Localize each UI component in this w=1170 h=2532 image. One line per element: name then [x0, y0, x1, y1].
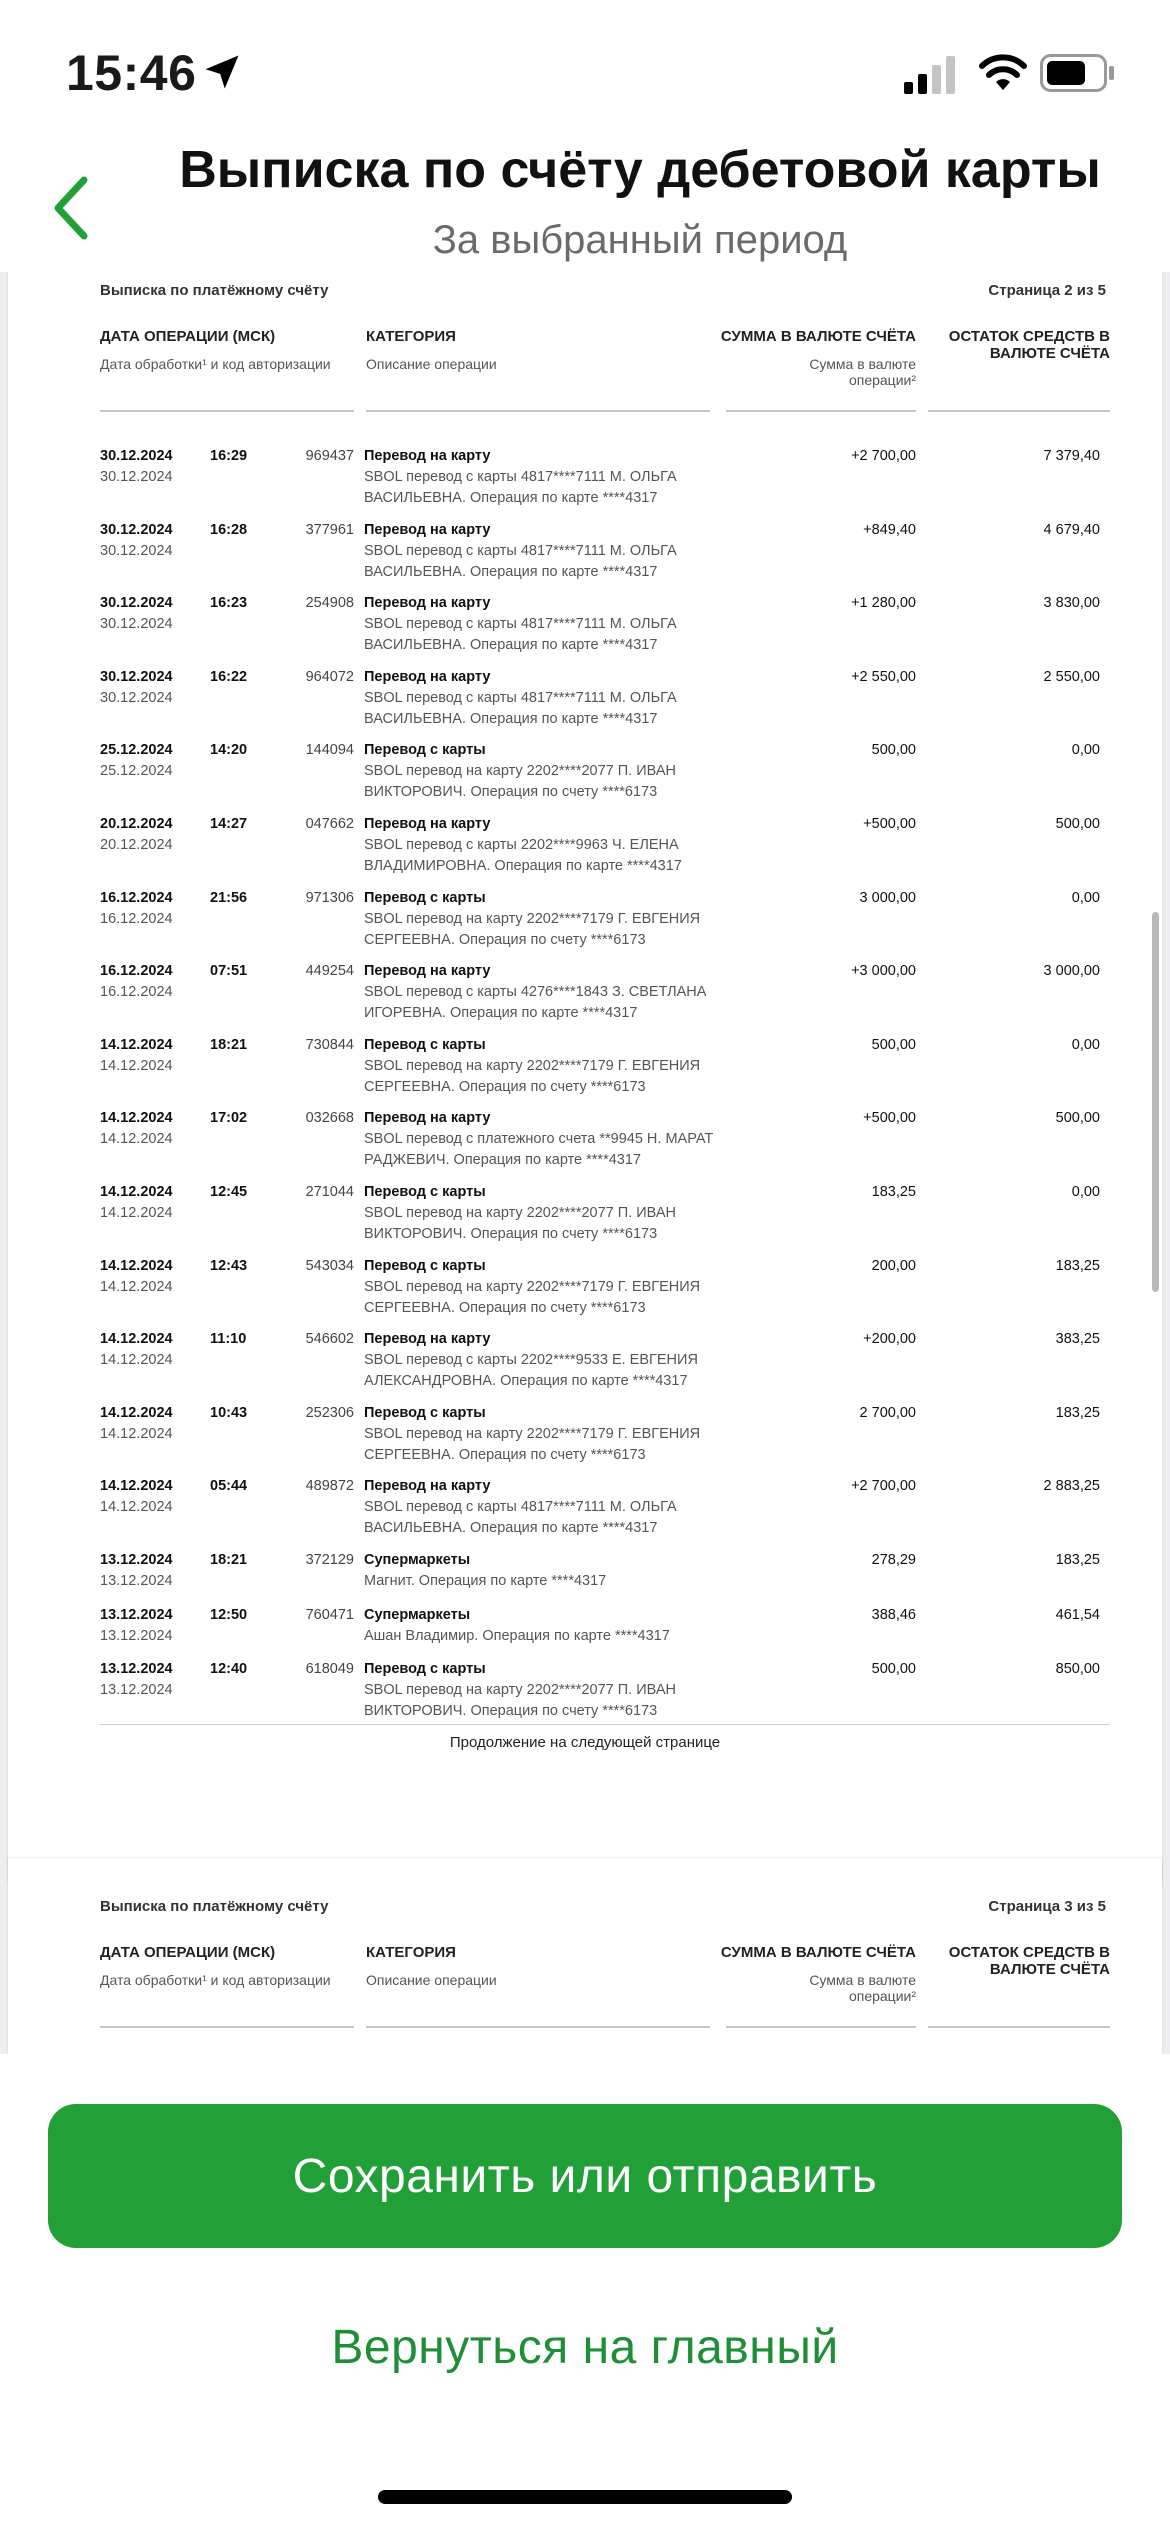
statement-page — [8, 1858, 1162, 2054]
row-auth-code: 971306 — [305, 889, 354, 906]
row-balance: 0,00 — [1071, 742, 1100, 759]
wifi-icon — [978, 52, 1028, 92]
row-balance: 0,00 — [1071, 1184, 1100, 1200]
row-date: 30.12.2024 — [100, 595, 173, 612]
column-header-date: ДАТА ОПЕРАЦИИ (МСК) — [100, 328, 276, 345]
row-processing-date: 13.12.2024 — [100, 1627, 173, 1644]
column-divider — [366, 2026, 710, 2028]
column-header-date: ДАТА ОПЕРАЦИИ (МСК) — [100, 1944, 276, 1961]
row-description: SBOL перевод с карты 4817****7111 М. ОЛЬГА ВАСИЛЬЕВНА. Операция по карте ****4317 — [364, 542, 677, 580]
row-auth-code: 760471 — [305, 1606, 354, 1623]
back-to-home-link[interactable]: Вернуться на главный — [331, 2321, 839, 2374]
row-balance: 7 379,40 — [1043, 448, 1100, 464]
column-divider — [928, 410, 1110, 412]
row-description: Ашан Владимир. Операция по карте ****4317 — [364, 1627, 670, 1644]
row-category: Супермаркеты — [364, 1552, 471, 1568]
row-processing-date: 14.12.2024 — [100, 1131, 173, 1148]
row-processing-date: 16.12.2024 — [100, 910, 173, 927]
row-date: 30.12.2024 — [100, 448, 173, 464]
row-auth-code: 618049 — [305, 1661, 354, 1677]
row-time: 14:20 — [210, 742, 248, 759]
row-amount: 3 000,00 — [859, 889, 916, 906]
row-amount: 500,00 — [871, 1661, 916, 1677]
row-description: SBOL перевод с карты 4817****7111 М. ОЛЬГА ВАСИЛЬЕВНА. Операция по карте ****4317 — [364, 616, 677, 654]
page-subtitle: За выбранный период — [432, 218, 848, 262]
row-auth-code: 730844 — [305, 1036, 354, 1053]
column-header-category: КАТЕГОРИЯ — [366, 1944, 456, 1961]
row-processing-date: 30.12.2024 — [100, 469, 173, 485]
row-processing-date: 14.12.2024 — [100, 1425, 173, 1442]
column-subheader-category: Описание операции — [366, 356, 497, 372]
row-amount: +1 280,00 — [851, 595, 916, 612]
page-header-left: Выписка по платёжному счёту — [100, 282, 329, 299]
row-description: SBOL перевод на карту 2202****7179 Г. ЕВГЕНИЯ СЕРГЕЕВНА. Операция по счету ****6173 — [364, 910, 701, 948]
row-time: 10:43 — [210, 1404, 248, 1421]
row-description: SBOL перевод с карты 4817****7111 М. ОЛЬГА ВАСИЛЬЕВНА. Операция по карте ****4317 — [364, 1499, 677, 1537]
row-amount: 500,00 — [871, 1036, 916, 1053]
row-balance: 183,25 — [1055, 1257, 1100, 1274]
column-header-sum: СУММА В ВАЛЮТЕ СЧЁТА — [720, 328, 916, 345]
row-description: SBOL перевод с карты 2202****9533 Е. ЕВГЕНИЯ АЛЕКСАНДРОВНА. Операция по карте ****4317 — [364, 1352, 698, 1390]
row-description: SBOL перевод на карту 2202****2077 П. ИВАН ВИКТОРОВИЧ. Операция по счету ****6173 — [364, 763, 676, 801]
row-category: Перевод с карты — [364, 889, 486, 906]
row-date: 14.12.2024 — [100, 1257, 173, 1274]
row-category: Перевод с карты — [364, 1404, 486, 1421]
row-processing-date: 16.12.2024 — [100, 984, 173, 1001]
row-processing-date: 20.12.2024 — [100, 837, 173, 853]
row-processing-date: 30.12.2024 — [100, 689, 173, 706]
row-balance: 850,00 — [1055, 1661, 1100, 1677]
column-subheader-category: Описание операции — [366, 1972, 497, 1988]
row-auth-code: 252306 — [305, 1404, 354, 1421]
row-auth-code: 546602 — [305, 1331, 354, 1348]
row-date: 13.12.2024 — [100, 1661, 173, 1677]
statement-document-viewer[interactable] — [0, 272, 1170, 2054]
row-amount: 500,00 — [871, 742, 916, 759]
row-amount: +849,40 — [863, 521, 916, 538]
row-auth-code: 271044 — [305, 1184, 354, 1200]
row-time: 16:23 — [210, 595, 248, 612]
row-processing-date: 25.12.2024 — [100, 763, 173, 780]
row-date: 14.12.2024 — [100, 1478, 173, 1495]
row-category: Перевод на карту — [364, 1331, 491, 1348]
row-amount: +2 700,00 — [851, 448, 916, 464]
row-description: SBOL перевод на карту 2202****2077 П. ИВАН ВИКТОРОВИЧ. Операция по счету ****6173 — [364, 1682, 676, 1719]
row-amount: 388,46 — [871, 1606, 916, 1623]
row-category: Перевод на карту — [364, 521, 491, 538]
row-time: 17:02 — [210, 1110, 248, 1127]
row-amount: 2 700,00 — [859, 1404, 916, 1421]
column-header-category: КАТЕГОРИЯ — [366, 328, 456, 345]
row-category: Перевод с карты — [364, 1036, 486, 1053]
row-amount: 200,00 — [871, 1257, 916, 1274]
row-amount: +500,00 — [863, 816, 916, 832]
row-time: 18:21 — [210, 1552, 248, 1568]
column-subheader-sum: Сумма в валюте операции² — [809, 1972, 916, 2004]
row-balance: 383,25 — [1055, 1331, 1100, 1348]
row-auth-code: 047662 — [305, 816, 354, 832]
row-date: 14.12.2024 — [100, 1184, 173, 1200]
row-category: Перевод на карту — [364, 668, 491, 685]
row-time: 12:50 — [210, 1606, 248, 1623]
row-category: Перевод на карту — [364, 448, 491, 464]
continued-note: Продолжение на следующей странице — [449, 1734, 721, 1751]
page-number: Страница 2 из 5 — [988, 282, 1106, 299]
row-auth-code: 372129 — [305, 1552, 354, 1568]
page-header-left: Выписка по платёжному счёту — [100, 1898, 329, 1915]
row-auth-code: 144094 — [305, 742, 354, 759]
row-date: 30.12.2024 — [100, 521, 173, 538]
row-auth-code: 032668 — [305, 1110, 354, 1127]
table-bottom-rule — [100, 1724, 1110, 1725]
scrollbar[interactable] — [1152, 912, 1159, 1292]
column-divider — [100, 2026, 354, 2028]
row-processing-date: 14.12.2024 — [100, 1352, 173, 1369]
row-category: Перевод на карту — [364, 1110, 491, 1127]
row-balance: 2 550,00 — [1043, 668, 1100, 685]
row-time: 18:21 — [210, 1036, 248, 1053]
column-divider — [100, 410, 354, 412]
back-chevron-icon[interactable] — [48, 172, 96, 244]
row-description: SBOL перевод с карты 4276****1843 З. СВЕТЛАНА ИГОРЕВНА. Операция по карте ****4317 — [364, 984, 707, 1022]
row-time: 11:10 — [210, 1331, 247, 1348]
row-time: 14:27 — [210, 816, 248, 832]
row-category: Перевод на карту — [364, 1478, 491, 1495]
column-divider — [726, 410, 916, 412]
row-amount: +2 700,00 — [851, 1478, 916, 1495]
row-date: 25.12.2024 — [100, 742, 173, 759]
row-category: Перевод на карту — [364, 816, 491, 832]
row-balance: 461,54 — [1055, 1606, 1100, 1623]
row-time: 21:56 — [210, 889, 248, 906]
row-amount: +3 000,00 — [851, 963, 916, 980]
row-auth-code: 489872 — [305, 1478, 354, 1495]
row-category: Перевод на карту — [364, 963, 491, 980]
row-date: 14.12.2024 — [100, 1331, 173, 1348]
row-date: 14.12.2024 — [100, 1404, 173, 1421]
row-category: Перевод на карту — [364, 595, 491, 612]
row-time: 16:29 — [210, 448, 248, 464]
row-description: SBOL перевод с карты 4817****7111 М. ОЛЬГА ВАСИЛЬЕВНА. Операция по карте ****4317 — [364, 689, 677, 727]
row-description: SBOL перевод на карту 2202****7179 Г. ЕВГЕНИЯ СЕРГЕЕВНА. Операция по счету ****6173 — [364, 1057, 701, 1095]
row-auth-code: 543034 — [305, 1257, 354, 1274]
column-subheader-date: Дата обработки¹ и код авторизации — [100, 1972, 331, 1988]
row-processing-date: 14.12.2024 — [100, 1499, 173, 1516]
column-divider — [366, 410, 710, 412]
row-auth-code: 254908 — [305, 595, 354, 612]
location-arrow-icon — [200, 50, 244, 94]
row-balance: 500,00 — [1055, 1110, 1100, 1127]
row-amount: +2 550,00 — [851, 668, 916, 685]
row-description: SBOL перевод на карту 2202****2077 П. ИВАН ВИКТОРОВИЧ. Операция по счету ****6173 — [364, 1205, 676, 1242]
row-processing-date: 13.12.2024 — [100, 1573, 173, 1589]
row-amount: +200,00 — [863, 1331, 916, 1348]
page-number: Страница 3 из 5 — [988, 1898, 1106, 1915]
row-category: Перевод с карты — [364, 1257, 486, 1274]
row-time: 07:51 — [210, 963, 248, 980]
row-description: Магнит. Операция по карте ****4317 — [364, 1573, 607, 1589]
row-date: 30.12.2024 — [100, 668, 173, 685]
row-balance: 183,25 — [1055, 1404, 1100, 1421]
row-date: 13.12.2024 — [100, 1606, 173, 1623]
row-category: Перевод с карты — [364, 742, 486, 759]
home-indicator[interactable] — [378, 2490, 792, 2504]
column-subheader-sum: Сумма в валюте операции² — [809, 356, 916, 388]
row-auth-code: 969437 — [305, 448, 354, 464]
row-category: Перевод с карты — [364, 1661, 486, 1677]
row-balance: 3 830,00 — [1043, 595, 1100, 612]
row-processing-date: 14.12.2024 — [100, 1205, 173, 1221]
row-processing-date: 30.12.2024 — [100, 542, 173, 559]
row-time: 12:43 — [210, 1257, 248, 1274]
row-description: SBOL перевод с платежного счета **9945 Н. МАРАТ РАДЖЕВИЧ. Операция по карте ****4317 — [364, 1131, 714, 1169]
row-date: 20.12.2024 — [100, 816, 173, 832]
row-description: SBOL перевод на карту 2202****7179 Г. ЕВГЕНИЯ СЕРГЕЕВНА. Операция по счету ****6173 — [364, 1278, 701, 1316]
row-auth-code: 449254 — [305, 963, 354, 980]
row-processing-date: 13.12.2024 — [100, 1682, 173, 1698]
cellular-signal-icon — [902, 56, 958, 94]
row-description: SBOL перевод с карты 4817****7111 М. ОЛЬГА ВАСИЛЬЕВНА. Операция по карте ****4317 — [364, 469, 677, 506]
row-processing-date: 30.12.2024 — [100, 616, 173, 633]
row-date: 14.12.2024 — [100, 1110, 173, 1127]
row-amount: +500,00 — [863, 1110, 916, 1127]
battery-icon — [1040, 54, 1116, 92]
row-time: 12:45 — [210, 1184, 248, 1200]
row-description: SBOL перевод с карты 2202****9963 Ч. ЕЛЕНА ВЛАДИМИРОВНА. Операция по карте ****4317 — [364, 837, 682, 874]
column-subheader-date: Дата обработки¹ и код авторизации — [100, 356, 331, 372]
row-time: 16:28 — [210, 521, 248, 538]
page-title: Выписка по счёту дебетовой карты — [179, 141, 1101, 199]
row-auth-code: 964072 — [305, 668, 354, 685]
row-time: 16:22 — [210, 668, 248, 685]
row-balance: 500,00 — [1055, 816, 1100, 832]
column-header-balance: ОСТАТОК СРЕДСТВ В ВАЛЮТЕ СЧЁТА — [948, 328, 1110, 362]
row-date: 16.12.2024 — [100, 963, 173, 980]
row-description: SBOL перевод на карту 2202****7179 Г. ЕВГЕНИЯ СЕРГЕЕВНА. Операция по счету ****6173 — [364, 1425, 701, 1463]
row-processing-date: 14.12.2024 — [100, 1057, 173, 1074]
column-divider — [928, 2026, 1110, 2028]
row-processing-date: 14.12.2024 — [100, 1278, 173, 1295]
status-bar — [0, 0, 1170, 140]
column-header-sum: СУММА В ВАЛЮТЕ СЧЁТА — [720, 1944, 916, 1961]
column-divider — [726, 2026, 916, 2028]
row-time: 05:44 — [210, 1478, 248, 1495]
row-auth-code: 377961 — [305, 521, 354, 538]
row-amount: 183,25 — [871, 1184, 916, 1200]
row-date: 13.12.2024 — [100, 1552, 173, 1568]
row-balance: 183,25 — [1055, 1552, 1100, 1568]
row-time: 12:40 — [210, 1661, 248, 1677]
row-balance: 3 000,00 — [1043, 963, 1100, 980]
row-balance: 4 679,40 — [1043, 521, 1100, 538]
row-date: 16.12.2024 — [100, 889, 173, 906]
statement-page — [8, 272, 1162, 1882]
row-balance: 0,00 — [1071, 1036, 1100, 1053]
row-category: Супермаркеты — [364, 1606, 471, 1623]
status-time: 15:46 — [66, 45, 197, 101]
row-balance: 0,00 — [1071, 889, 1100, 906]
row-balance: 2 883,25 — [1043, 1478, 1100, 1495]
row-category: Перевод с карты — [364, 1184, 486, 1200]
row-date: 14.12.2024 — [100, 1036, 173, 1053]
column-header-balance: ОСТАТОК СРЕДСТВ В ВАЛЮТЕ СЧЁТА — [948, 1944, 1110, 1978]
row-amount: 278,29 — [871, 1552, 916, 1568]
save-or-send-button[interactable]: Сохранить или отправить — [48, 2104, 1122, 2248]
